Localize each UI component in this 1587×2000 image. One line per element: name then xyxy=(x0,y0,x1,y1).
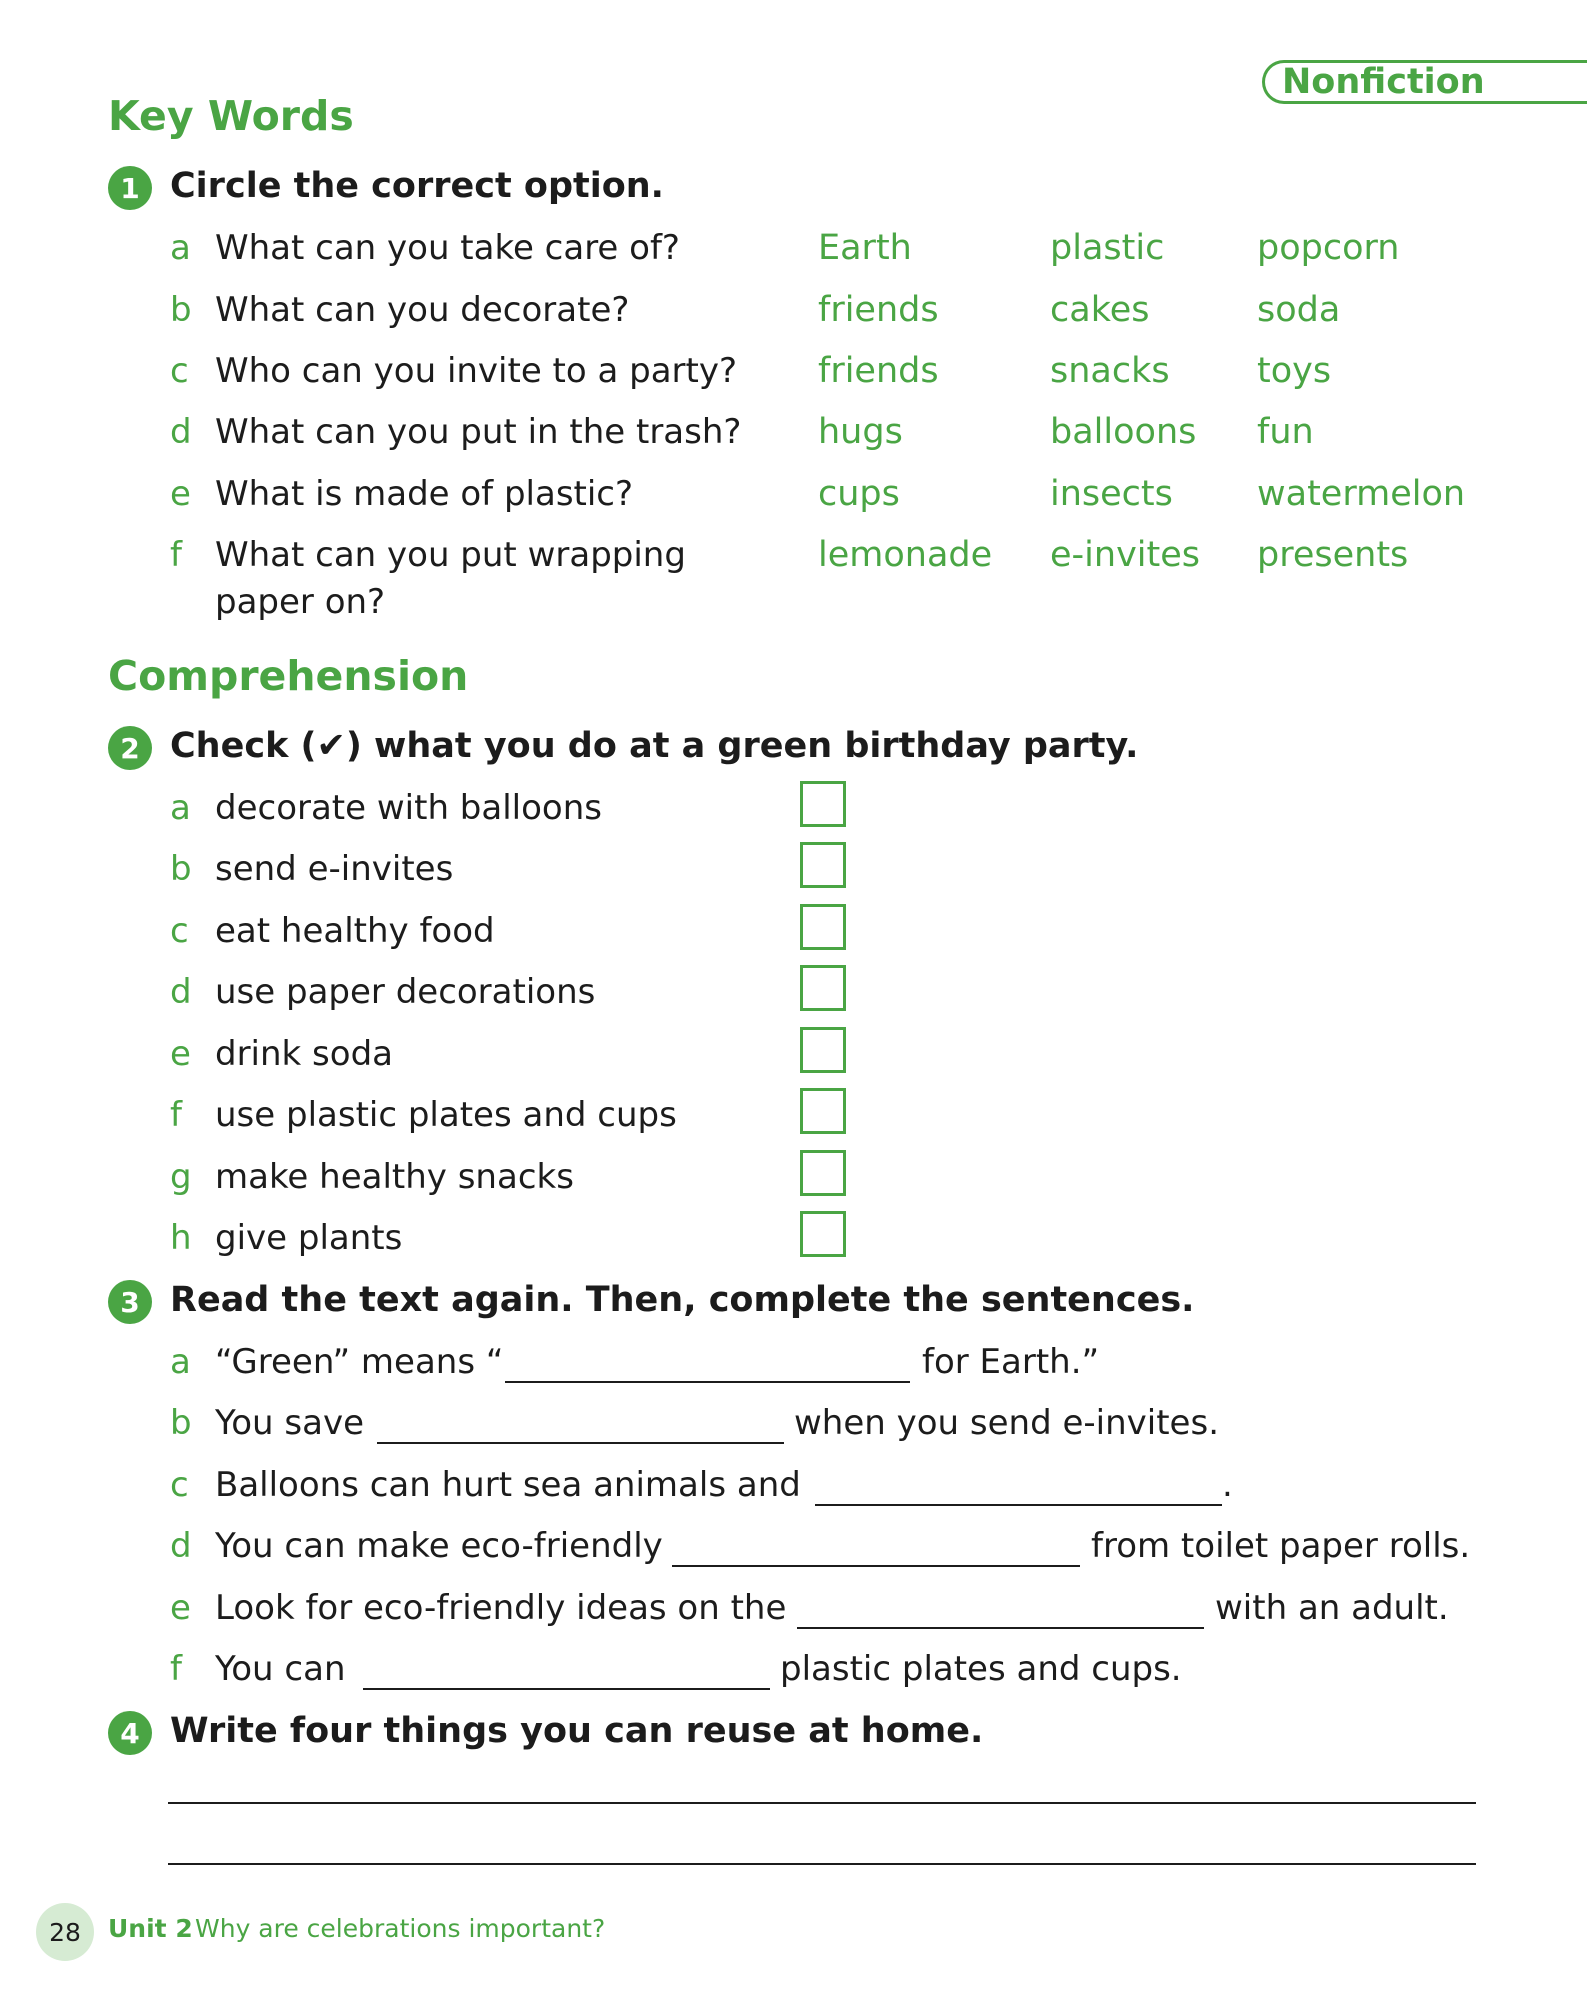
answer-line-1[interactable] xyxy=(168,1802,1476,1804)
check-letter-c: c xyxy=(170,911,189,951)
check-letter-a: a xyxy=(170,788,191,828)
question-4-instruction: Write four things you can reuse at home. xyxy=(170,1711,984,1751)
kw-option[interactable]: soda xyxy=(1257,290,1341,330)
sentence-d-after: from toilet paper rolls. xyxy=(1091,1526,1471,1566)
sentence-letter-f: f xyxy=(170,1649,182,1689)
sentence-letter-d: d xyxy=(170,1526,192,1566)
check-item-h: give plants xyxy=(215,1218,403,1258)
checkbox-b[interactable] xyxy=(800,842,846,888)
kw-option[interactable]: friends xyxy=(818,351,939,391)
check-letter-e: e xyxy=(170,1034,191,1074)
sentence-f-after: plastic plates and cups. xyxy=(780,1649,1182,1689)
page-number-badge xyxy=(36,1903,94,1961)
check-item-e: drink soda xyxy=(215,1034,393,1074)
question-2-instruction: Check (✔) what you do at a green birthday party. xyxy=(170,726,1139,766)
sentence-e-before: Look for eco-friendly ideas on the xyxy=(215,1588,787,1628)
kw-option[interactable]: popcorn xyxy=(1257,228,1400,268)
checkbox-d[interactable] xyxy=(800,965,846,1011)
kw-option[interactable]: cakes xyxy=(1050,290,1150,330)
sentence-c-before: Balloons can hurt sea animals and xyxy=(215,1465,801,1505)
question-3-instruction: Read the text again. Then, complete the sentences. xyxy=(170,1280,1195,1320)
question-number-2: 2 xyxy=(108,726,152,770)
checkbox-a[interactable] xyxy=(800,781,846,827)
sentence-b-before: You save xyxy=(215,1403,364,1443)
sentence-letter-e: e xyxy=(170,1588,191,1628)
kw-option[interactable]: Earth xyxy=(818,228,912,268)
blank-c[interactable] xyxy=(815,1504,1222,1506)
kw-option[interactable]: snacks xyxy=(1050,351,1170,391)
checkbox-h[interactable] xyxy=(800,1211,846,1257)
sentence-d-before: You can make eco-friendly xyxy=(215,1526,663,1566)
kw-option[interactable]: toys xyxy=(1257,351,1332,391)
kw-question-e: What is made of plastic? xyxy=(215,474,634,514)
comprehension-heading: Comprehension xyxy=(108,652,469,700)
kw-option[interactable]: lemonade xyxy=(818,535,993,575)
checkbox-e[interactable] xyxy=(800,1027,846,1073)
check-letter-b: b xyxy=(170,849,192,889)
blank-b[interactable] xyxy=(377,1442,784,1444)
question-number-1: 1 xyxy=(108,166,152,210)
kw-question-b: What can you decorate? xyxy=(215,290,630,330)
check-letter-f: f xyxy=(170,1095,182,1135)
sentence-a-before: “Green” means “ xyxy=(215,1342,504,1382)
check-letter-d: d xyxy=(170,972,192,1012)
question-1-instruction: Circle the correct option. xyxy=(170,166,664,206)
check-item-f: use plastic plates and cups xyxy=(215,1095,677,1135)
check-item-d: use paper decorations xyxy=(215,972,596,1012)
sentence-letter-a: a xyxy=(170,1342,191,1382)
blank-f[interactable] xyxy=(363,1688,770,1690)
sentence-a-after: for Earth.” xyxy=(922,1342,1100,1382)
check-letter-g: g xyxy=(170,1157,192,1197)
check-item-c: eat healthy food xyxy=(215,911,495,951)
kw-question-d: What can you put in the trash? xyxy=(215,412,742,452)
page-number: 28 xyxy=(49,1917,81,1947)
kw-question-f-line2: paper on? xyxy=(215,582,386,622)
checkbox-f[interactable] xyxy=(800,1088,846,1134)
blank-d[interactable] xyxy=(672,1565,1080,1567)
question-number-4: 4 xyxy=(108,1711,152,1755)
kw-letter-c: c xyxy=(170,351,189,391)
kw-letter-e: e xyxy=(170,474,191,514)
blank-e[interactable] xyxy=(797,1627,1204,1629)
kw-option[interactable]: insects xyxy=(1050,474,1173,514)
kw-option[interactable]: friends xyxy=(818,290,939,330)
kw-option[interactable]: presents xyxy=(1257,535,1409,575)
sentence-f-before: You can xyxy=(215,1649,346,1689)
kw-letter-b: b xyxy=(170,290,192,330)
kw-question-a: What can you take care of? xyxy=(215,228,680,268)
blank-a[interactable] xyxy=(505,1381,910,1383)
kw-option[interactable]: e-invites xyxy=(1050,535,1200,575)
check-item-b: send e-invites xyxy=(215,849,454,889)
section-tab-label: Nonfiction xyxy=(1282,62,1485,102)
sentence-letter-c: c xyxy=(170,1465,189,1505)
question-number-3: 3 xyxy=(108,1280,152,1324)
kw-option[interactable]: watermelon xyxy=(1257,474,1466,514)
sentence-c-after: . xyxy=(1222,1465,1233,1505)
check-item-a: decorate with balloons xyxy=(215,788,602,828)
sentence-e-after: with an adult. xyxy=(1215,1588,1449,1628)
kw-option[interactable]: balloons xyxy=(1050,412,1197,452)
kw-letter-a: a xyxy=(170,228,191,268)
check-item-g: make healthy snacks xyxy=(215,1157,574,1197)
kw-option[interactable]: cups xyxy=(818,474,900,514)
sentence-b-after: when you send e-invites. xyxy=(794,1403,1219,1443)
check-letter-h: h xyxy=(170,1218,192,1258)
kw-letter-d: d xyxy=(170,412,192,452)
kw-question-c: Who can you invite to a party? xyxy=(215,351,738,391)
answer-line-2[interactable] xyxy=(168,1863,1476,1865)
kw-option[interactable]: hugs xyxy=(818,412,903,452)
checkbox-c[interactable] xyxy=(800,904,846,950)
kw-option[interactable]: fun xyxy=(1257,412,1314,452)
key-words-heading: Key Words xyxy=(108,92,354,140)
kw-question-f: What can you put wrapping xyxy=(215,535,686,575)
footer-unit-question: Why are celebrations important? xyxy=(195,1914,606,1943)
kw-option[interactable]: plastic xyxy=(1050,228,1165,268)
kw-letter-f: f xyxy=(170,535,182,575)
checkbox-g[interactable] xyxy=(800,1150,846,1196)
footer-unit-label: Unit 2 xyxy=(108,1914,193,1943)
sentence-letter-b: b xyxy=(170,1403,192,1443)
